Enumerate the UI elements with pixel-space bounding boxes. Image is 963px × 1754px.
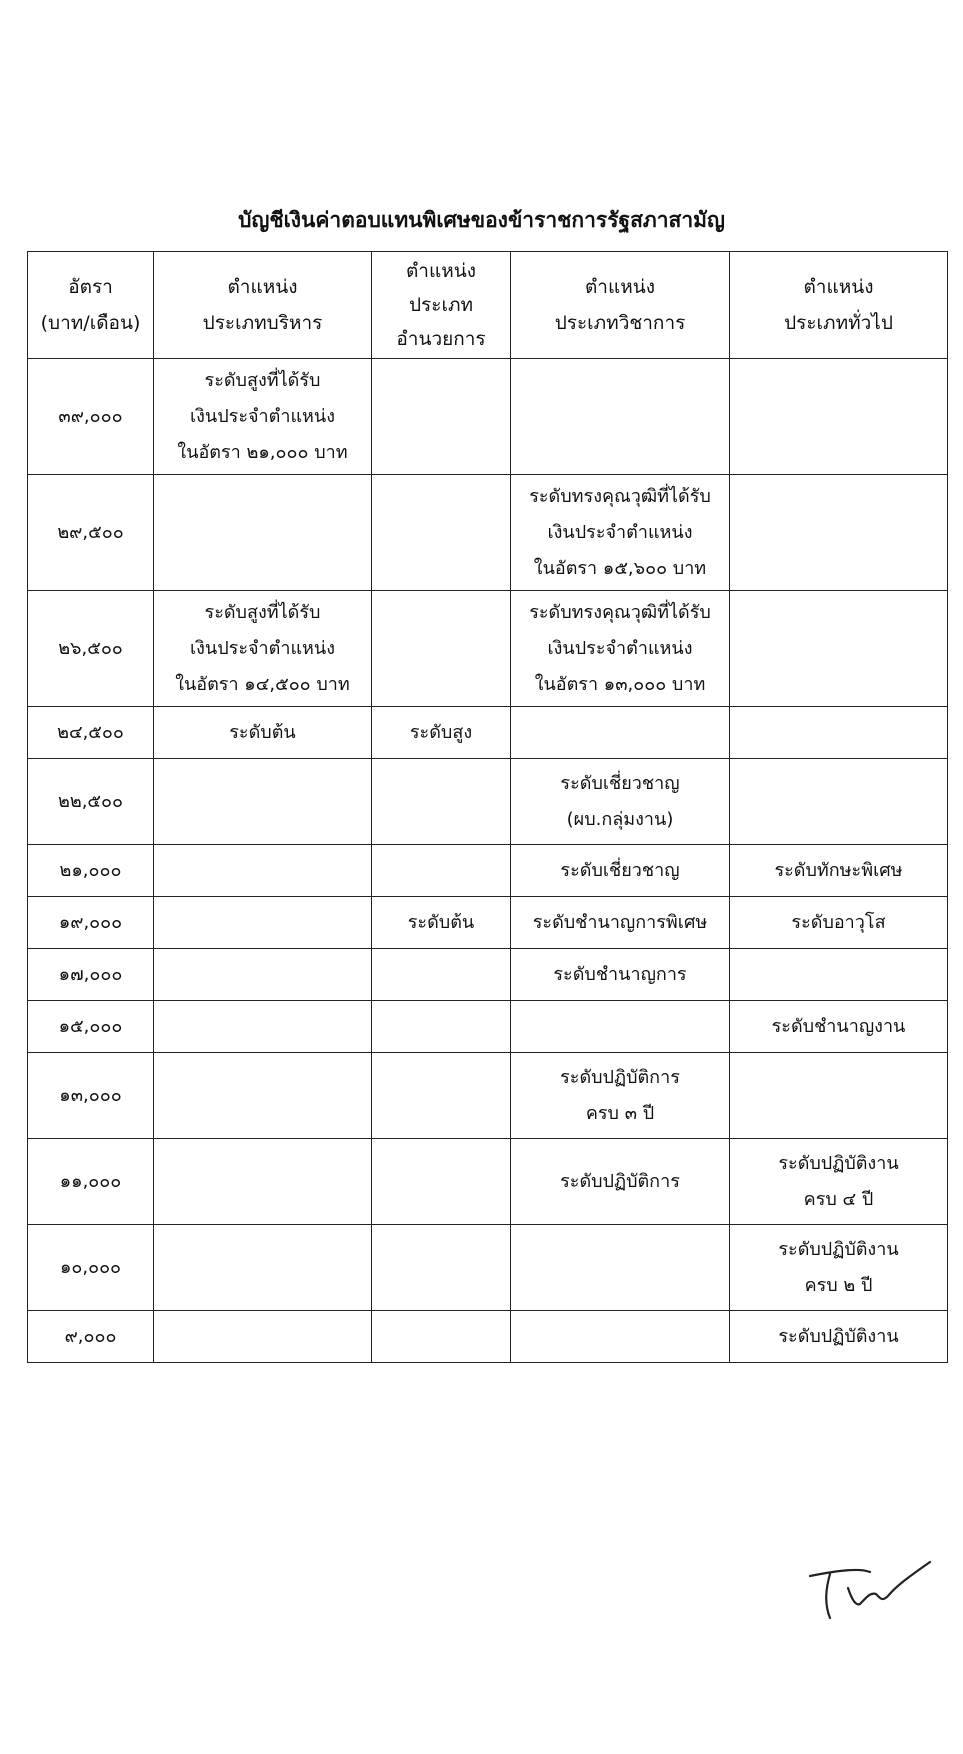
cell-director (372, 1053, 511, 1139)
cell-rate: ๑๐,๐๐๐ (28, 1225, 154, 1311)
cell-executive (154, 1053, 372, 1139)
cell-text-line: ครบ ๒ ปี (804, 1274, 873, 1296)
cell-rate: ๑๕,๐๐๐ (28, 1001, 154, 1053)
cell-text-line: ระดับอาวุโส (791, 911, 886, 933)
cell-text-line: ครบ ๔ ปี (803, 1188, 874, 1210)
cell-text-line: ระดับชำนาญงาน (771, 1015, 906, 1037)
table-row (28, 1311, 948, 1363)
cell-director (372, 707, 511, 759)
cell-rate: ๒๑,๐๐๐ (28, 845, 154, 897)
cell-text-line: ระดับทรงคุณวุฒิที่ได้รับ (529, 601, 711, 623)
cell-executive (154, 591, 372, 707)
cell-text-line: ครบ ๓ ปี (585, 1102, 655, 1124)
cell-academic (511, 359, 730, 475)
cell-director (372, 475, 511, 591)
cell-director (372, 359, 511, 475)
cell-academic (511, 1225, 730, 1311)
cell-rate: ๓๙,๐๐๐ (28, 359, 154, 475)
cell-academic (511, 949, 730, 1001)
cell-rate: ๒๙,๕๐๐ (28, 475, 154, 591)
cell-director (372, 1225, 511, 1311)
cell-text-line: ระดับต้น (407, 911, 475, 933)
cell-text-line: ระดับเชี่ยวชาญ (560, 859, 680, 881)
table-row (28, 1001, 948, 1053)
cell-general (730, 591, 948, 707)
header-director: ตำแหน่ง ประเภท อำนวยการ (372, 252, 511, 359)
table-row (28, 897, 948, 949)
table-row (28, 1139, 948, 1225)
table-row (28, 359, 948, 475)
cell-executive (154, 845, 372, 897)
cell-academic (511, 1139, 730, 1225)
cell-director (372, 897, 511, 949)
cell-executive (154, 1139, 372, 1225)
cell-executive (154, 949, 372, 1001)
cell-director (372, 591, 511, 707)
cell-academic (511, 1311, 730, 1363)
cell-general (730, 707, 948, 759)
cell-general (730, 359, 948, 475)
cell-text-line: ระดับปฏิบัติการ (560, 1170, 680, 1192)
cell-text-line: ระดับปฏิบัติงาน (778, 1152, 899, 1174)
table-row (28, 949, 948, 1001)
cell-executive (154, 897, 372, 949)
cell-executive (154, 759, 372, 845)
cell-rate: ๒๔,๕๐๐ (28, 707, 154, 759)
cell-general (730, 759, 948, 845)
cell-academic (511, 845, 730, 897)
cell-text-line: ในอัตรา ๑๔,๕๐๐ บาท (175, 673, 350, 695)
cell-text-line: (ผบ.กลุ่มงาน) (566, 808, 674, 830)
cell-academic (511, 759, 730, 845)
table-row (28, 1053, 948, 1139)
cell-academic (511, 475, 730, 591)
cell-text-line: ระดับสูงที่ได้รับ (204, 601, 321, 623)
cell-text-line: เงินประจำตำแหน่ง (547, 637, 693, 659)
cell-rate: ๑๓,๐๐๐ (28, 1053, 154, 1139)
cell-text-line: ระดับชำนาญการพิเศษ (532, 911, 708, 933)
cell-text-line: ระดับทรงคุณวุฒิที่ได้รับ (529, 485, 711, 507)
cell-director (372, 949, 511, 1001)
table-row (28, 475, 948, 591)
cell-general (730, 1225, 948, 1311)
table-row (28, 591, 948, 707)
header-academic: ตำแหน่ง ประเภทวิชาการ (511, 252, 730, 359)
cell-executive (154, 1001, 372, 1053)
cell-rate: ๒๖,๕๐๐ (28, 591, 154, 707)
cell-text-line: ระดับทักษะพิเศษ (774, 859, 903, 881)
cell-general (730, 1311, 948, 1363)
cell-general (730, 845, 948, 897)
cell-academic (511, 707, 730, 759)
cell-text-line: ระดับเชี่ยวชาญ (560, 772, 680, 794)
cell-text-line: ระดับปฏิบัติงาน (778, 1238, 899, 1260)
cell-executive (154, 707, 372, 759)
cell-director (372, 1311, 511, 1363)
cell-text-line: ระดับต้น (229, 721, 296, 743)
compensation-table (27, 251, 948, 1363)
cell-general (730, 897, 948, 949)
header-general: ตำแหน่ง ประเภททั่วไป (730, 252, 948, 359)
cell-rate: ๑๙,๐๐๐ (28, 897, 154, 949)
cell-general (730, 475, 948, 591)
cell-text-line: เงินประจำตำแหน่ง (189, 637, 336, 659)
header-executive: ตำแหน่ง ประเภทบริหาร (154, 252, 372, 359)
cell-text-line: ในอัตรา ๒๑,๐๐๐ บาท (177, 441, 348, 463)
cell-academic (511, 897, 730, 949)
cell-text-line: ระดับสูง (409, 721, 473, 743)
cell-text-line: ระดับชำนาญการ (553, 963, 687, 985)
cell-rate: ๑๑,๐๐๐ (28, 1139, 154, 1225)
cell-director (372, 759, 511, 845)
cell-academic (511, 591, 730, 707)
cell-executive (154, 1225, 372, 1311)
cell-text-line: เงินประจำตำแหน่ง (547, 521, 693, 543)
cell-executive (154, 475, 372, 591)
table-row (28, 759, 948, 845)
cell-rate: ๙,๐๐๐ (28, 1311, 154, 1363)
cell-executive (154, 1311, 372, 1363)
cell-text-line: ระดับปฏิบัติการ (560, 1066, 680, 1088)
cell-academic (511, 1053, 730, 1139)
table-row (28, 845, 948, 897)
cell-general (730, 1139, 948, 1225)
cell-text-line: ระดับปฏิบัติงาน (778, 1325, 899, 1347)
cell-director (372, 1001, 511, 1053)
table-row (28, 1225, 948, 1311)
cell-academic (511, 1001, 730, 1053)
cell-rate: ๒๒,๕๐๐ (28, 759, 154, 845)
cell-rate: ๑๗,๐๐๐ (28, 949, 154, 1001)
document-title: บัญชีเงินค่าตอบแทนพิเศษของข้าราชการรัฐสภาสามัญ (238, 208, 725, 232)
cell-text-line: ในอัตรา ๑๕,๖๐๐ บาท (533, 557, 707, 579)
cell-text-line: ระดับสูงที่ได้รับ (204, 369, 321, 391)
table-body (28, 359, 948, 1363)
cell-general (730, 1001, 948, 1053)
cell-general (730, 1053, 948, 1139)
handwritten-signature (800, 1548, 950, 1628)
cell-executive (154, 359, 372, 475)
table-row (28, 707, 948, 759)
cell-text-line: เงินประจำตำแหน่ง (189, 405, 336, 427)
header-row (28, 252, 948, 359)
cell-text-line: ในอัตรา ๑๓,๐๐๐ บาท (534, 673, 706, 695)
header-rate: อัตรา (บาท/เดือน) (28, 252, 154, 359)
cell-general (730, 949, 948, 1001)
cell-director (372, 1139, 511, 1225)
cell-director (372, 845, 511, 897)
